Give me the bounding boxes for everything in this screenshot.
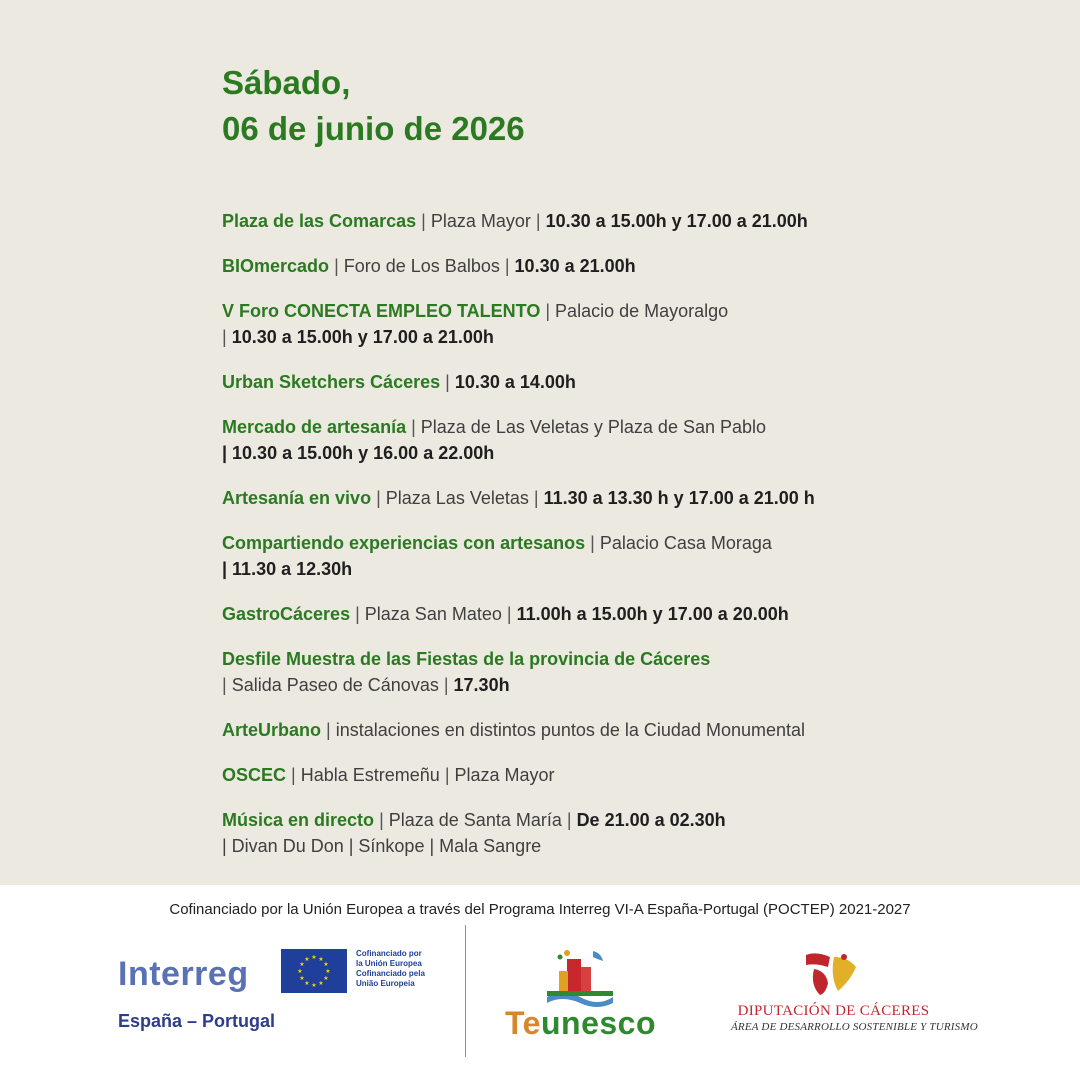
interreg-logo: Interreg — [118, 955, 249, 993]
event-item: BIOmercado | Foro de Los Balbos | 10.30 a 21.00h — [222, 256, 636, 276]
svg-text:★: ★ — [323, 961, 329, 968]
event-time: 17.30h — [453, 675, 510, 695]
event-name: OSCEC — [222, 765, 287, 785]
teunesco-logo: Teunesco — [505, 1005, 656, 1041]
event-time: 10.30 a 14.00h — [454, 372, 576, 392]
event-item: Mercado de artesanía | Plaza de Las Veletas y Plaza de San Pablo | 10.30 a 15.00h y 16.00 a 22.00h — [222, 417, 767, 463]
event-time: | 10.30 a 15.00h y 16.00 a 22.00h — [222, 443, 495, 463]
event-name: Desfile Muestra de las Fiestas de la provincia de Cáceres — [222, 649, 711, 669]
event-item: Desfile Muestra de las Fiestas de la provincia de Cáceres | Salida Paseo de Cánovas | 17.30h — [222, 649, 711, 695]
page-title — [222, 60, 525, 152]
day-label: Sábado, — [222, 64, 351, 101]
svg-text:★: ★ — [323, 975, 329, 982]
svg-text:★: ★ — [299, 975, 305, 982]
event-time: 10.30 a 15.00h y 17.00 a 21.00h — [231, 327, 494, 347]
divider — [465, 925, 466, 1057]
event-name: Artesanía en vivo — [222, 488, 372, 508]
event-item: V Foro CONECTA EMPLEO TALENTO | Palacio de Mayoralgo | 10.30 a 15.00h y 17.00 a 21.00h — [222, 301, 729, 347]
svg-text:★: ★ — [297, 968, 303, 975]
event-name: Música en directo — [222, 810, 375, 830]
event-place: Plaza San Mateo — [364, 604, 502, 624]
svg-text:★: ★ — [325, 968, 331, 975]
event-place: Plaza Las Veletas — [385, 488, 529, 508]
event-place: Foro de Los Balbos — [343, 256, 500, 276]
svg-text:★: ★ — [311, 954, 317, 961]
event-place: Habla Estremeñu — [300, 765, 440, 785]
diputacion-emblem-icon — [800, 951, 864, 997]
interreg-subtitle: España – Portugal — [118, 1011, 276, 1031]
event-place: Salida Paseo de Cánovas — [231, 675, 439, 695]
svg-text:★: ★ — [318, 980, 324, 987]
event-place: Plaza Mayor — [430, 211, 531, 231]
date-label: 06 de junio de 2026 — [222, 110, 525, 147]
event-place: Plaza Mayor — [454, 765, 555, 785]
event-time: 11.00h a 15.00h y 17.00 a 20.00h — [516, 604, 789, 624]
castle-icon — [545, 947, 615, 1007]
event-place: Plaza de Las Veletas y Plaza de San Pablo — [420, 417, 767, 437]
svg-text:★: ★ — [311, 982, 317, 989]
event-item: Compartiendo experiencias con artesanos | Palacio Casa Moraga | 11.30 a 12.30h — [222, 533, 772, 579]
svg-text:★: ★ — [299, 961, 305, 968]
cofinancing-text: Cofinanciado por la Unión Europea a través del Programa Interreg VI-A España-Portugal (POCTEP) 2021-2027 — [169, 901, 911, 918]
event-name: Plaza de las Comarcas — [222, 211, 417, 231]
event-time: De 21.00 a 02.30h — [576, 810, 726, 830]
event-place: Palacio Casa Moraga — [599, 533, 772, 553]
event-name: BIOmercado — [222, 256, 330, 276]
svg-text:★: ★ — [318, 956, 324, 963]
event-name: GastroCáceres — [222, 604, 351, 624]
event-time: 11.30 a 13.30 h y 17.00 a 21.00 h — [543, 488, 815, 508]
event-name: Compartiendo experiencias con artesanos — [222, 533, 586, 553]
event-time: | 11.30 a 12.30h — [222, 559, 353, 579]
diputacion-subtitle: ÁREA DE DESARROLLO SOSTENIBLE Y TURISMO — [731, 1021, 978, 1033]
event-name: Mercado de artesanía — [222, 417, 407, 437]
eu-flag-icon — [281, 949, 347, 993]
event-place: Palacio de Mayoralgo — [555, 301, 729, 321]
event-item: Música en directo | Plaza de Santa María | De 21.00 a 02.30h | Divan Du Don | Sínkope | Mala Sangre — [222, 810, 726, 856]
event-name: V Foro CONECTA EMPLEO TALENTO — [222, 301, 541, 321]
event-item: OSCEC | Habla Estremeñu | Plaza Mayor — [222, 765, 555, 785]
event-artists: | Divan Du Don | Sínkope | Mala Sangre — [222, 836, 542, 856]
event-time: 10.30 a 21.00h — [514, 256, 636, 276]
event-place: Plaza de Santa María — [388, 810, 562, 830]
event-name: Urban Sketchers Cáceres — [222, 372, 441, 392]
event-item: ArteUrbano | instalaciones en distintos puntos de la Ciudad Monumental — [222, 720, 806, 740]
event-item: Urban Sketchers Cáceres | 10.30 a 14.00h — [222, 372, 576, 392]
event-item: GastroCáceres | Plaza San Mateo | 11.00h a 15.00h y 17.00 a 20.00h — [222, 604, 789, 624]
event-name: ArteUrbano — [222, 720, 322, 740]
svg-text:★: ★ — [304, 956, 310, 963]
event-place: instalaciones en distintos puntos de la Ciudad Monumental — [335, 720, 806, 740]
eu-cofinancing-label: Cofinanciado por la Unión Europea Cofinanciado pela União Europeia — [356, 949, 425, 988]
event-item: Artesanía en vivo | Plaza Las Veletas | 11.30 a 13.30 h y 17.00 a 21.00 h — [222, 488, 815, 508]
event-item: Plaza de las Comarcas | Plaza Mayor | 10.30 a 15.00h y 17.00 a 21.00h — [222, 211, 808, 231]
svg-text:★: ★ — [304, 980, 310, 987]
footer — [0, 885, 1080, 1080]
event-time: 10.30 a 15.00h y 17.00 a 21.00h — [545, 211, 808, 231]
diputacion-title: DIPUTACIÓN DE CÁCERES — [737, 1003, 930, 1019]
